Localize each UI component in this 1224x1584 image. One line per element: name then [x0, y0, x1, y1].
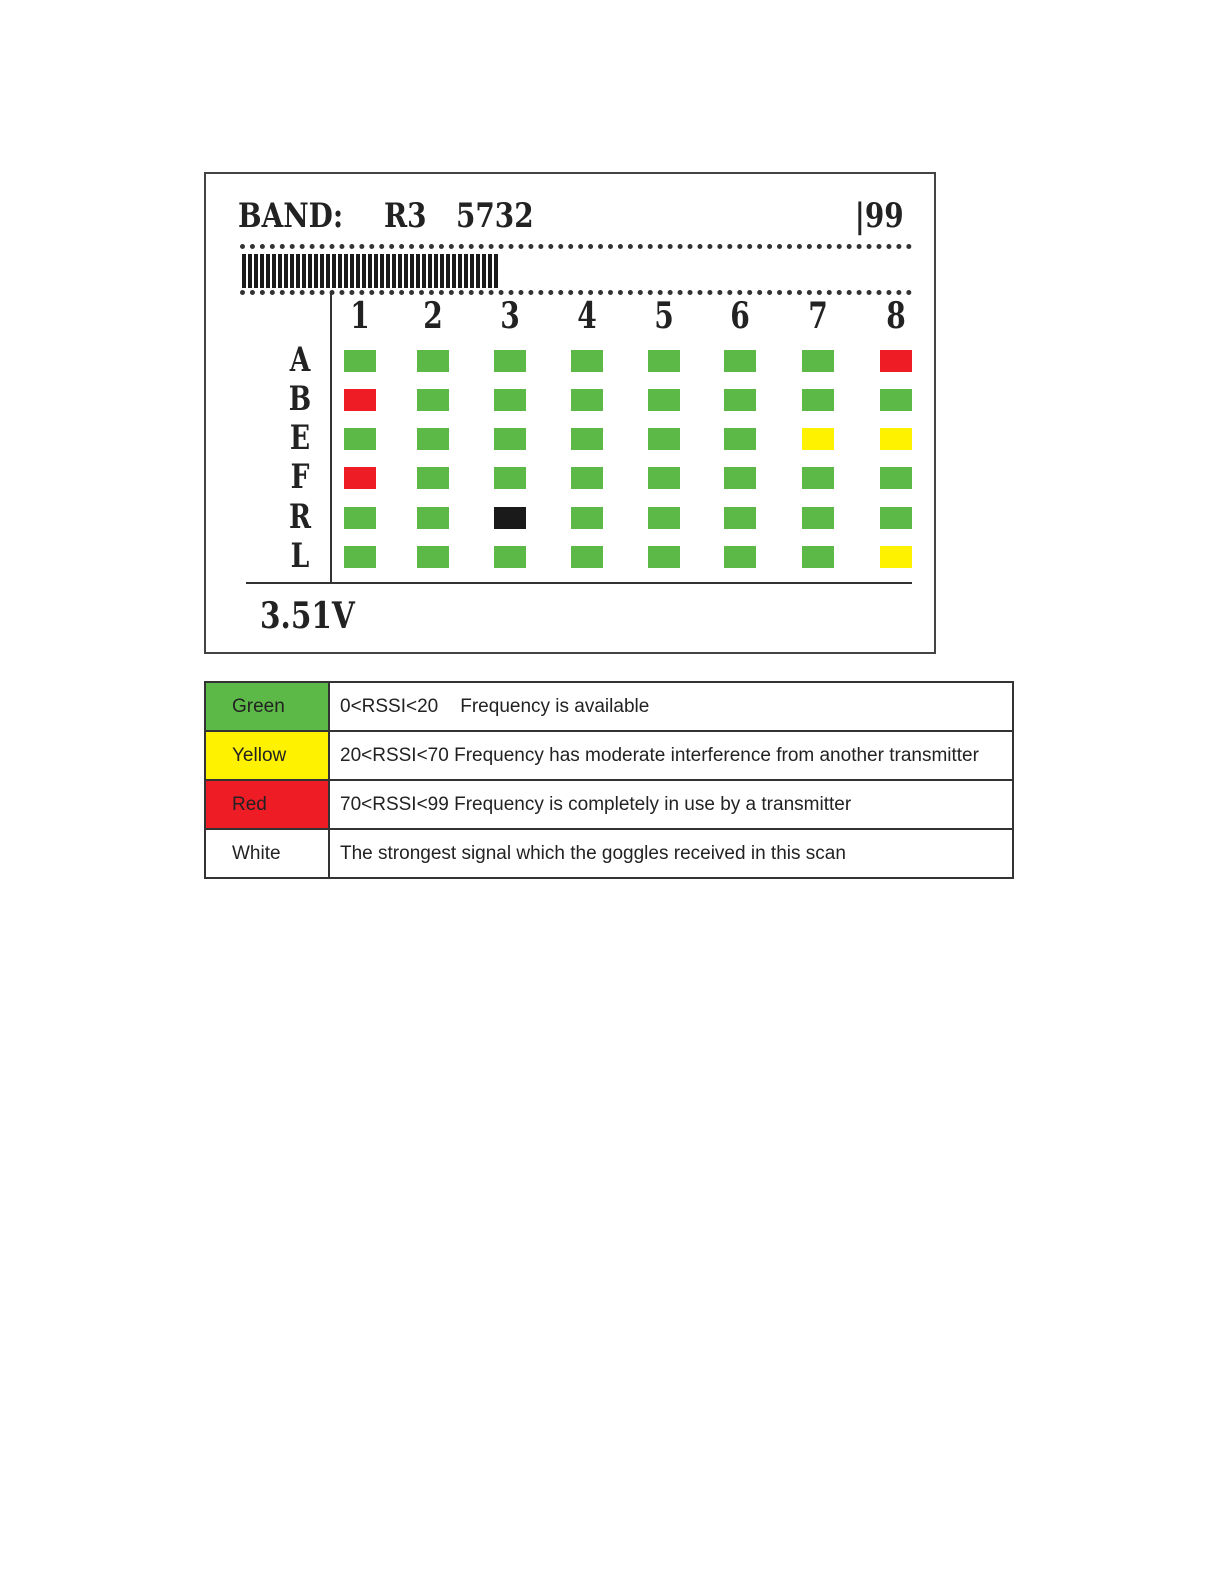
legend-text: Frequency is available [460, 695, 650, 717]
legend-row-red [205, 780, 1013, 829]
grid-vertical-axis [330, 292, 332, 584]
legend-description [329, 731, 1013, 780]
channel-cell [344, 389, 376, 411]
rssi-bar [242, 254, 500, 288]
legend-name: Green [205, 682, 329, 731]
channel-cell [571, 350, 603, 372]
color-legend-table [204, 681, 1014, 879]
channel-cell [494, 428, 526, 450]
channel-cell [417, 507, 449, 529]
legend-text: The strongest signal which the goggles received in this scan [340, 842, 846, 864]
legend-description [329, 682, 1013, 731]
channel-cell [494, 467, 526, 489]
legend-row-white [205, 829, 1013, 878]
channel-value: R3 [384, 196, 427, 236]
channel-cell [417, 546, 449, 568]
column-number: 5 [654, 295, 674, 337]
channel-cell [344, 467, 376, 489]
channel-cell [494, 546, 526, 568]
dotted-divider-top [240, 244, 912, 249]
channel-cell [417, 350, 449, 372]
band-row-label: L [290, 536, 310, 576]
channel-cell [880, 507, 912, 529]
channel-cell [724, 428, 756, 450]
column-number: 1 [350, 295, 370, 337]
column-number: 2 [423, 295, 443, 337]
channel-cell [571, 467, 603, 489]
channel-cell [802, 507, 834, 529]
frequency-value: 5732 [456, 196, 534, 236]
legend-name: White [205, 829, 329, 878]
legend-row-green [205, 682, 1013, 731]
channel-cell [648, 389, 680, 411]
channel-cell [648, 546, 680, 568]
legend-name: Yellow [205, 731, 329, 780]
channel-cell [880, 350, 912, 372]
rssi-cursor: | [855, 196, 866, 236]
channel-cell [494, 507, 526, 529]
channel-cell [802, 389, 834, 411]
column-number: 3 [500, 295, 520, 337]
channel-cell [494, 350, 526, 372]
goggles-scan-screen [204, 172, 936, 654]
rssi-value: 99 [865, 196, 904, 236]
channel-cell [880, 389, 912, 411]
legend-range: 20<RSSI<70 [340, 744, 449, 766]
band-row-label: E [289, 418, 311, 458]
channel-cell [344, 546, 376, 568]
legend-text: Frequency has moderate interference from another transmitter [454, 744, 979, 766]
legend-description [329, 780, 1013, 829]
grid-horizontal-axis [246, 582, 912, 584]
channel-cell [417, 389, 449, 411]
channel-cell [880, 467, 912, 489]
legend-name: Red [205, 780, 329, 829]
channel-cell [802, 467, 834, 489]
band-row-label: B [288, 379, 312, 419]
channel-cell [724, 350, 756, 372]
legend-row-yellow [205, 731, 1013, 780]
channel-cell [571, 507, 603, 529]
channel-cell [344, 428, 376, 450]
channel-cell [344, 350, 376, 372]
legend-range: 0<RSSI<20 [340, 695, 439, 717]
channel-cell [802, 546, 834, 568]
column-number: 4 [577, 295, 597, 337]
column-number: 8 [886, 295, 906, 337]
channel-cell [344, 507, 376, 529]
channel-cell [648, 467, 680, 489]
band-label: BAND: [238, 196, 344, 236]
channel-cell [880, 428, 912, 450]
channel-cell [802, 428, 834, 450]
band-row-label: R [288, 497, 312, 537]
channel-cell [417, 467, 449, 489]
channel-cell [724, 546, 756, 568]
channel-cell [571, 428, 603, 450]
band-row-label: F [290, 457, 310, 497]
channel-cell [724, 389, 756, 411]
channel-cell [802, 350, 834, 372]
channel-cell [648, 350, 680, 372]
channel-cell [417, 428, 449, 450]
band-row-label: A [289, 340, 311, 380]
channel-cell [724, 507, 756, 529]
channel-cell [724, 467, 756, 489]
legend-description [329, 829, 1013, 878]
channel-cell [571, 389, 603, 411]
column-number: 6 [730, 295, 750, 337]
rssi-readout [855, 196, 904, 236]
column-number: 7 [808, 295, 828, 337]
legend-range: 70<RSSI<99 [340, 793, 449, 815]
channel-cell [494, 389, 526, 411]
channel-cell [571, 546, 603, 568]
channel-cell [648, 507, 680, 529]
battery-voltage: 3.51V [260, 595, 355, 637]
legend-text: Frequency is completely in use by a transmitter [454, 793, 852, 815]
channel-cell [880, 546, 912, 568]
channel-cell [648, 428, 680, 450]
